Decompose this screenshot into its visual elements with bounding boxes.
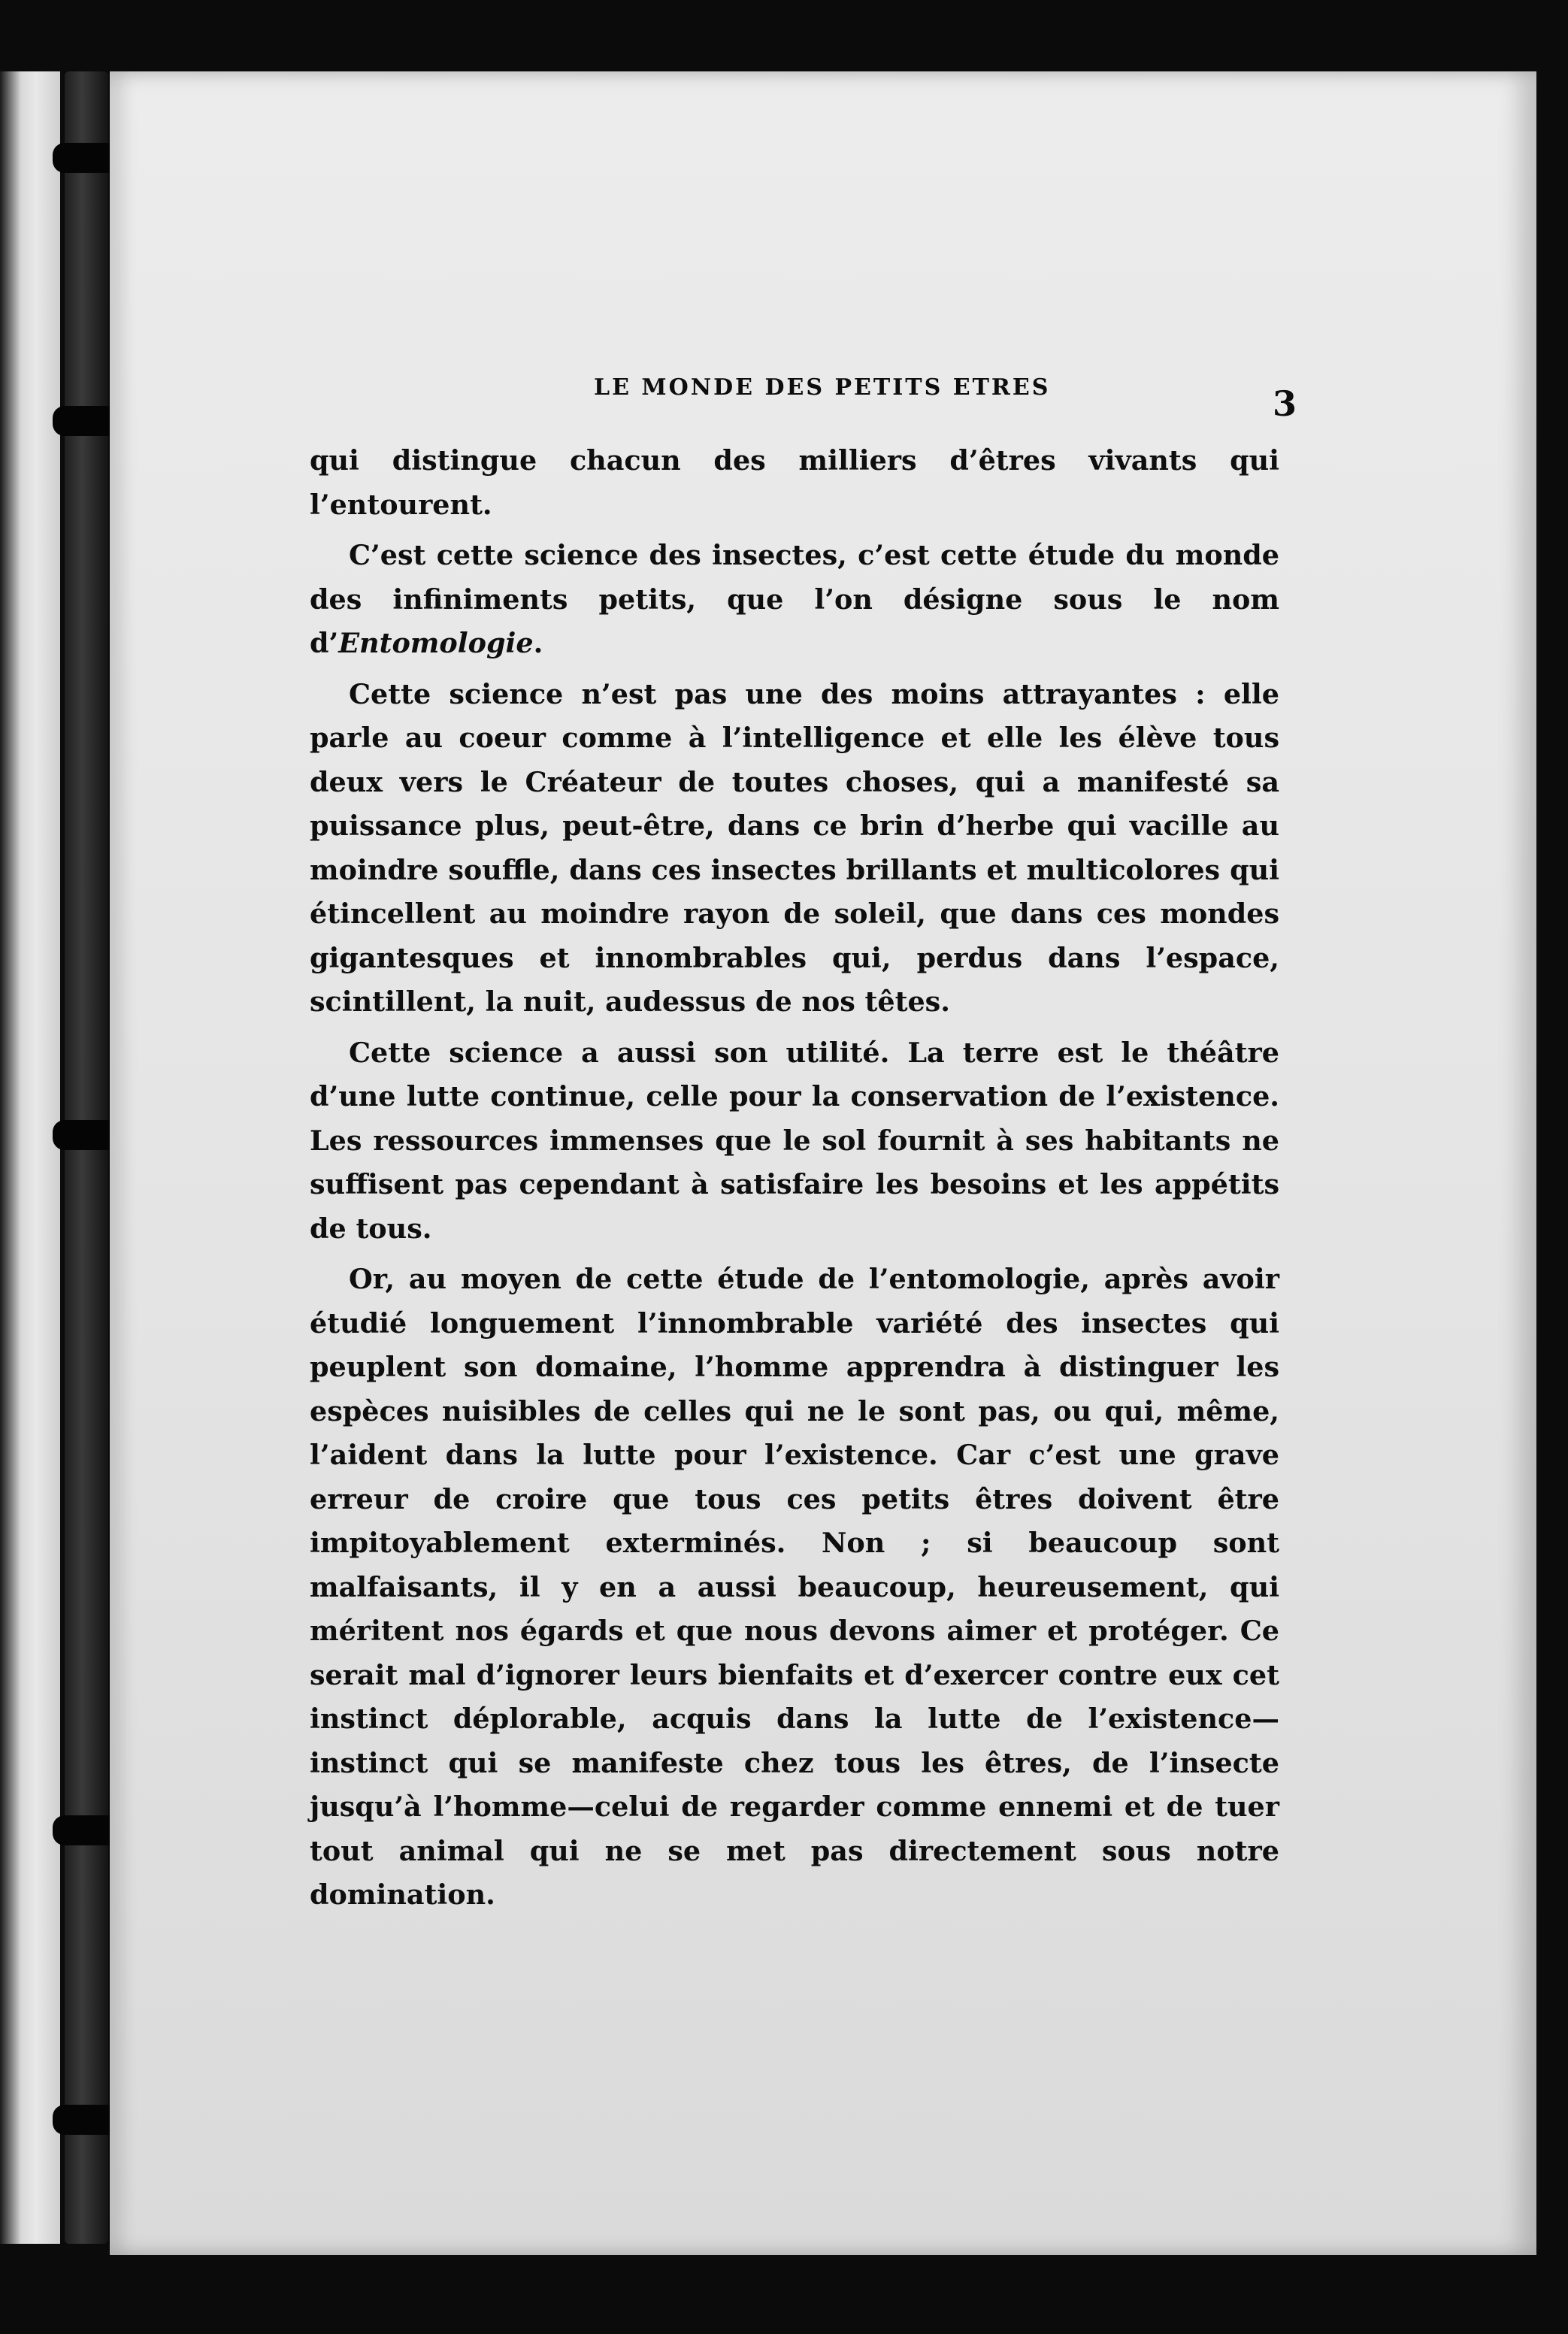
page-body-text: [310, 439, 1279, 1924]
paragraph: Or, au moyen de cette étude de l’entomologie, après avoir étudié longuement l’innombrable variété des insectes qui peuplent son domaine, l’homme apprendra à distinguer les espèces nuisibles de celles qui ne le sont pas, ou qui, même, l’aident dans la lutte pour l’existence. Car c’est une grave erreur de croire que tous ces petits êtres doivent être impitoyablement exterminés. Non ; si beaucoup sont malfaisants, il y en a aussi beaucoup, heureusement, qui méritent nos égards et que nous devons aimer et protéger. Ce serait mal d’ignorer leurs bienfaits et d’exercer contre eux cet instinct déplorable, acquis dans la lutte de l’existence—instinct qui se manifeste chez tous les êtres, de l’insecte jusqu’à l’homme—celui de regarder comme ennemi et de tuer tout animal qui ne se met pas directement sous notre domination.: [310, 1263, 1279, 1911]
page-number: 3: [1273, 383, 1297, 424]
paragraph: Cette science n’est pas une des moins attrayantes : elle parle au coeur comme à l’intelligence et elle les élève tous deux vers le Créateur de toutes choses, qui a manifesté sa puissance plus, peut-être, dans ce brin d’herbe qui vacille au moindre souffle, dans ces insectes brillants et multicolores qui étincellent au moindre rayon de soleil, que dans ces mondes gigantesques et innombrables qui, perdus dans l’espace, scintillent, la nuit, audessus de nos têtes.: [310, 677, 1279, 1018]
paragraph-text: C’est cette science des insectes, c’est cette étude du monde des infiniments petits, que l’on désigne sous le nom d’: [310, 539, 1279, 659]
running-title: LE MONDE DES PETITS ETRES: [594, 374, 1051, 401]
italic-term: Entomologie: [338, 627, 534, 659]
facing-page-edge: [0, 71, 60, 2244]
paragraph: [310, 534, 1279, 666]
paragraph: qui distingue chacun des milliers d’êtres vivants qui l’entourent.: [310, 444, 1279, 521]
paragraph: Cette science a aussi son utilité. La terre est le théâtre d’une lutte continue, celle pour la conservation de l’existence. Les ressources immenses que le sol fournit à ses habitants ne suffisent pas cependant à satisfaire les besoins et les appétits de tous.: [310, 1036, 1279, 1245]
book-spine: [65, 71, 108, 2244]
paragraph-text: .: [533, 627, 543, 659]
